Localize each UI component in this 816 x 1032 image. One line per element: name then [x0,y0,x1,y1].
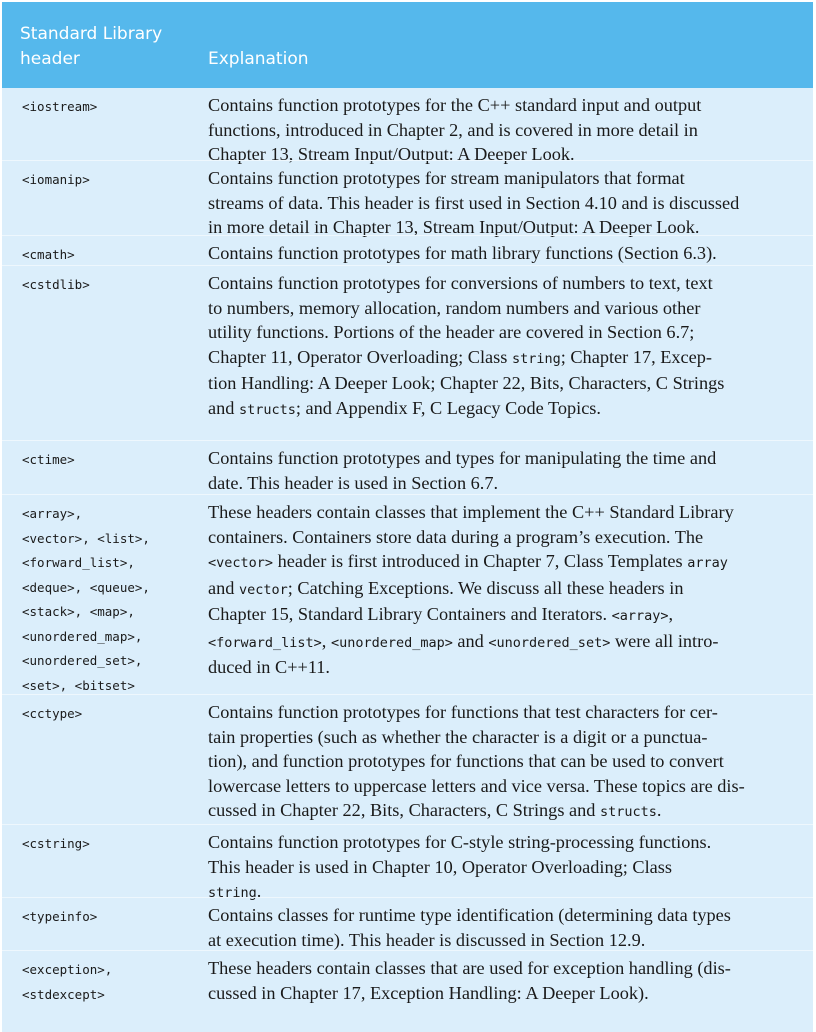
header-name: <exception>, [22,962,113,977]
explanation-line [208,396,798,423]
explanation-line [208,830,798,855]
explanation-text: ; and Appendix F, C Legacy Code Topics. [295,397,601,418]
table-row [2,160,813,235]
table-header [2,2,813,88]
explanation-line [208,700,798,725]
header-name: <cstring> [22,836,90,851]
header-name-cell [22,905,202,930]
explanation-text: duced in C++11. [208,657,330,677]
explanation-line [208,903,798,928]
header-name-cell [22,273,202,298]
table-row [2,440,813,494]
header-name: <deque>, <queue>, [22,579,150,595]
explanation-line [208,774,798,799]
explanation-line [208,525,798,550]
explanation-line [208,749,798,774]
explanation-text: tion Handling: A Deeper Look; Chapter 22, Bits, Characters, C Strings [208,373,725,393]
explanation-text: . [656,800,662,820]
explanation-text: Chapter 15, Standard Library Containers and Iterators. [208,604,612,624]
explanation-line [208,629,798,656]
explanation-line [208,602,798,629]
header-name: <unordered_set>, [22,653,143,668]
explanation-cell [208,241,798,266]
explanation-line [208,371,798,396]
explanation-text: functions, introduced in Chapter 2, and is covered in more detail in [208,119,698,140]
table-row [2,824,813,901]
explanation-text: containers. Containers store data during a program’s execution. The [208,526,704,547]
column-header-standard-library-header [20,22,180,72]
code-text: string [208,885,257,901]
code-text: <unordered_set> [488,634,611,651]
code-text: <forward_list> [208,634,322,651]
explanation-text: ; Catching Exceptions. We discuss all these headers in [287,577,684,598]
table-row [2,897,813,950]
explanation-text: Contains function prototypes for the C++ standard input and output [208,95,702,115]
explanation-text: and [452,630,489,651]
table-row [2,494,813,694]
code-text: <vector> [208,555,274,571]
header-name: <iostream> [22,99,98,114]
explanation-line [208,241,798,266]
explanation-line [208,446,798,471]
header-name: <cstdlib> [22,277,90,292]
table-row [2,265,813,440]
explanation-line [208,549,798,576]
explanation-text: date. This header is used in Section 6.7. [208,472,499,493]
explanation-line [208,296,798,321]
header-name: <stdexcept> [22,986,105,1002]
explanation-cell [208,166,798,240]
explanation-text: were all intro- [610,630,719,651]
header-name-cell [22,243,202,268]
header-name: <cctype> [22,706,83,721]
explanation-text: at execution time). This header is discussed in Section 12.9. [208,929,646,950]
explanation-line [208,166,798,191]
explanation-text: ; Chapter 17, Excep- [560,346,712,367]
explanation-line [208,956,798,981]
explanation-line [208,345,798,372]
header-name-cell [22,958,202,1007]
header-name: <cmath> [22,247,75,262]
header-name: <typeinfo> [22,909,98,924]
explanation-line [208,500,798,525]
explanation-text: cussed in Chapter 22, Bits, Characters, C Strings and [208,800,600,820]
header-name-cell [22,702,202,727]
explanation-line [208,655,798,680]
explanation-line [208,981,798,1006]
code-text: array [687,555,728,571]
explanation-line [208,576,798,603]
explanation-text: Contains function prototypes for C-style string-processing functions. [208,832,712,852]
explanation-line [208,271,798,296]
explanation-line [208,928,798,953]
explanation-text: header is first introduced in Chapter 7, Class Templates [273,551,688,571]
explanation-text: tain properties (such as whether the character is a digit or a punctua- [208,726,708,747]
explanation-line [208,191,798,216]
explanation-text: in more detail in Chapter 13, Stream Input/Output: A Deeper Look. [208,217,700,237]
explanation-text: Contains function prototypes and types for manipulating the time and [208,448,717,468]
explanation-line [208,93,798,118]
code-text: <unordered_map> [330,634,453,651]
header-name: <forward_list>, [22,555,135,570]
header-name-cell [22,448,202,473]
explanation-text: , [321,630,331,651]
explanation-text: and [208,397,239,418]
explanation-text: Contains function prototypes for stream manipulators that format [208,168,685,188]
header-name-cell [22,95,202,120]
explanation-text: lowercase letters to uppercase letters and vice versa. These topics are dis- [208,775,745,796]
explanation-text: This header is used in Chapter 10, Operator Overloading; Class [208,856,673,877]
explanation-text: Chapter 13, Stream Input/Output: A Deeper Look. [208,144,575,164]
explanation-cell [208,700,798,825]
explanation-text: Chapter 11, Operator Overloading; Class [208,346,512,367]
explanation-text: utility functions. Portions of the header are covered in Section 6.7; [208,322,695,342]
code-text: string [511,350,561,367]
explanation-text: Contains function prototypes for math library functions (Section 6.3). [208,243,717,263]
explanation-text: . [256,881,262,901]
explanation-line [208,855,798,880]
code-text: vector [238,581,288,598]
explanation-cell [208,93,798,167]
explanation-cell [208,271,798,422]
explanation-text: Contains classes for runtime type identification (determining data types [208,905,731,925]
header-name-cell [22,502,202,698]
explanation-text: tion), and function prototypes for functions that can be used to convert [208,751,724,771]
header-name: <stack>, <map>, [22,604,135,619]
header-name: <unordered_map>, [22,628,143,644]
explanation-text: streams of data. This header is first used in Section 4.10 and is discussed [208,192,740,213]
column-header-explanation: Explanation [208,49,309,69]
explanation-line [208,320,798,345]
header-name: <vector>, <list>, [22,530,150,546]
header-name: <set>, <bitset> [22,677,135,693]
explanation-text: and [208,577,239,598]
header-reference-table [2,2,813,1032]
explanation-cell [208,903,798,952]
explanation-text: to numbers, memory allocation, random numbers and various other [208,297,701,318]
explanation-line [208,725,798,750]
header-name: <array>, [22,506,83,521]
header-name-cell [22,832,202,857]
explanation-text: These headers contain classes that are used for exception handling (dis- [208,958,731,978]
explanation-cell [208,500,798,680]
explanation-cell [208,830,798,906]
header-name-cell [22,168,202,193]
explanation-line [208,471,798,496]
explanation-cell [208,446,798,495]
explanation-line [208,118,798,143]
code-text: structs [599,804,657,820]
explanation-text: Contains function prototypes for functions that test characters for cer- [208,702,718,722]
header-name: <ctime> [22,452,75,467]
explanation-text: These headers contain classes that implement the C++ Standard Library [208,502,734,522]
table-row [2,694,813,824]
header-name: <iomanip> [22,172,90,187]
explanation-text: cussed in Chapter 17, Exception Handling: A Deeper Look). [208,982,649,1003]
code-text: structs [238,401,296,418]
explanation-line [208,798,798,825]
explanation-text: , [668,604,674,624]
code-text: <array> [611,608,669,624]
explanation-text: Contains function prototypes for conversions of numbers to text, text [208,273,713,293]
column-header-line: Standard Library [20,24,163,44]
column-header-line: header [20,49,80,69]
explanation-cell [208,956,798,1005]
table-row [2,950,813,1032]
table-row [2,88,813,164]
table-row [2,235,813,265]
